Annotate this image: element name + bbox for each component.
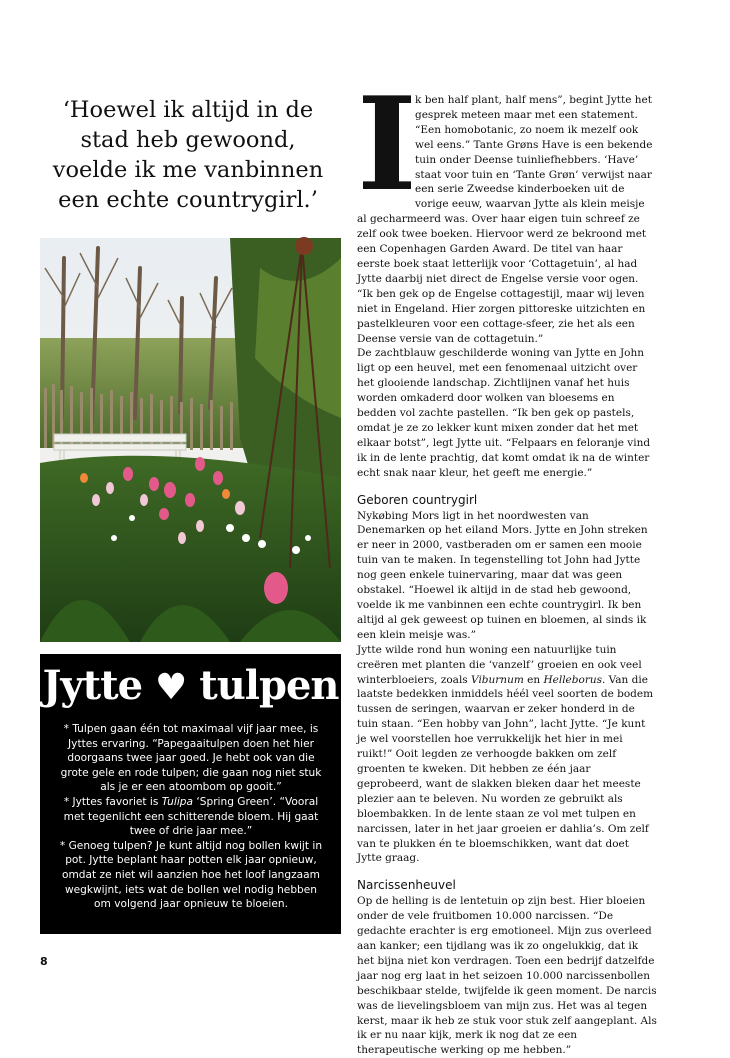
sidebar-item-italic: Tulipa [161,795,193,808]
section-heading: Narcissenheuvel [357,878,456,893]
sidebar-title-first: Jytte [42,662,143,709]
sidebar-item-text: * Jyttes favoriet is [63,795,159,808]
sidebar-text [56,722,326,912]
sidebar-title [40,658,341,715]
pull-quote: ‘Hoewel ik altijd in de stad heb gewoond, voelde ik me vanbinnen een echte countrygirl.’ [52,97,324,213]
sidebar-title-last: tulpen [199,662,339,709]
sidebar-item-text: ‘Spring Green’. “Vooral met tegenlicht een schitterende bloem. Hij gaat twee of drie jaar mee.” [63,795,319,838]
paragraph-text: k ben half plant, half mens”, begint Jytte het gesprek meteen maar met een statement. “Een homobotanic, zo noem ik mezelf ook wel eens.” Tante Grøns Have is een bekende tuin onder Deense tuinliefhebbers. ‘Have’ staat voor tuin en ‘Tante Grøn’ verwijst naar een serie Zweedse kinderboeken uit de vorige eeuw, waarvan Jytte als klein meisje al gecharmeerd was. Over haar eigen tuin schreef ze zelf ook twee boeken. Hiervoor werd ze bekroond met een Copenhagen Garden Award. De titel van haar eerste boek staat letterlijk voor ‘Cottagetuin’, al had Jytte daarbij niet direct de Engelse versie voor ogen. “Ik ben gek op de Engelse cottagestijl, maar wij leven niet in Engeland. Hier zorgen pittoreske uitzichten en pastelkleuren voor een cottage-sfeer, zie het als een Deense versie van de cottagetuin.” [357,94,653,345]
article-paragraph: Op de helling is de lentetuin op zijn best. Hier bloeien onder de vele fruitbomen 10.000 narcissen. “De gedachte erachter is erg emotioneel. Mijn zus overleed aan kanker; een tijdlang was ik zo ongelukkig, dat ik het bijna niet kon verdragen. Toen een bedrijf datzelfde jaar nog erg laat in het seizoen 10.000 narcissenbollen beschikbaar stelde, twijfelde ik geen moment. De narcis was de lievelingsbloem van mijn zus. Het was al tegen kerst, maar ik heb ze stuk voor stuk zelf aangeplant. Als ik er nu naar kijk, merk ik nog dat ze een therapeutische werking op me hebben.” [357,895,657,1057]
sidebar-item: * Tulpen gaan één tot maximaal vijf jaar mee, is Jyttes ervaring. “Papegaaitulpen doen het hier doorgaans twee jaar goed. Je hebt ook van die grote gele en rode tulpen; die gaan nog niet stuk als je er een atoombom op gooit.” [60,723,322,794]
garden-photo [40,238,341,642]
heart-icon: ♥ [155,666,187,708]
paragraph-text: . Van die laatste bedekken inmiddels héél veel soorten de bodem tussen de seringen, waarvan er zeker honderd in de tuin staan. “Een hobby van John”, lacht Jytte. “Je kunt je wel voorstellen hoe verrukkelijk het hier in mei ruikt!” Ooit legden ze verhoogde bakken om zelf groenten te kweken. Dit hebben ze één jaar geprobeerd, want de slakken bleken daar het meeste plezier aan te beleven. Nu worden ze gebruikt als bloembakken. In de lente staan ze vol met tulpen en narcissen, later in het jaar groeien er dahlia’s. Om zelf van te plukken én te bloemschikken, want dat doet Jytte graag. [357,673,654,865]
article-paragraph [357,643,657,867]
article-body [357,70,657,1058]
sidebar-item: * Genoeg tulpen? Je kunt altijd nog bollen kwijt in pot. Jytte beplant haar potten elk jaar opnieuw, omdat ze niet wil aanzien hoe het loof langzaam wegkwijnt, iets wat de bollen wel nodig hebben om volgend jaar opnieuw te bloeien. [59,839,323,911]
paragraph-text: Jytte wilde rond hun woning een natuurlijke tuin creëren met planten die ‘vanzelf’ groeien en ook veel winterbloeiers, zoals [357,643,642,686]
italic-term: Viburnum [471,673,524,686]
paragraph-text: en [527,673,541,686]
article-paragraph: Nykøbing Mors ligt in het noordwesten van Denemarken op het eiland Mors. Jytte en John streken er neer in 2000, vastberaden om er samen een mooie tuin van te maken. In tegenstelling tot John had Jytte nog geen enkele tuinervaring, maar dat was geen obstakel. “Hoewel ik altijd in de stad heb gewoond, voelde ik me vanbinnen een echte countrygirl. Ik ben altijd al gek geweest op tuinen en bloemen, al sinds ik een klein meisje was.” [357,509,648,641]
section-heading: Geboren countrygirl [357,492,478,507]
article-paragraph [357,70,657,346]
sidebar-item [56,795,326,839]
page-number: 8 [40,955,48,968]
drop-cap: I [357,70,417,220]
article-paragraph: De zachtblauw geschilderde woning van Jytte en John ligt op een heuvel, met een fenomenaal uitzicht over het glooiende landschap. Zichtlijnen vanaf het huis worden omkaderd door wolken van bloesems en bedden vol zachte pastellen. “Ik ben gek op pastels, omdat je ze zo lekker kunt mixen zonder dat het met elkaar botst”, legt Jytte uit. “Felpaars en feloranje vind ik in de lente prachtig, dat komt omdat ik na de winter echt snak naar kleur, het geeft me energie.” [357,347,651,479]
sidebar-box [40,654,341,934]
italic-term: Helleborus [543,673,602,686]
